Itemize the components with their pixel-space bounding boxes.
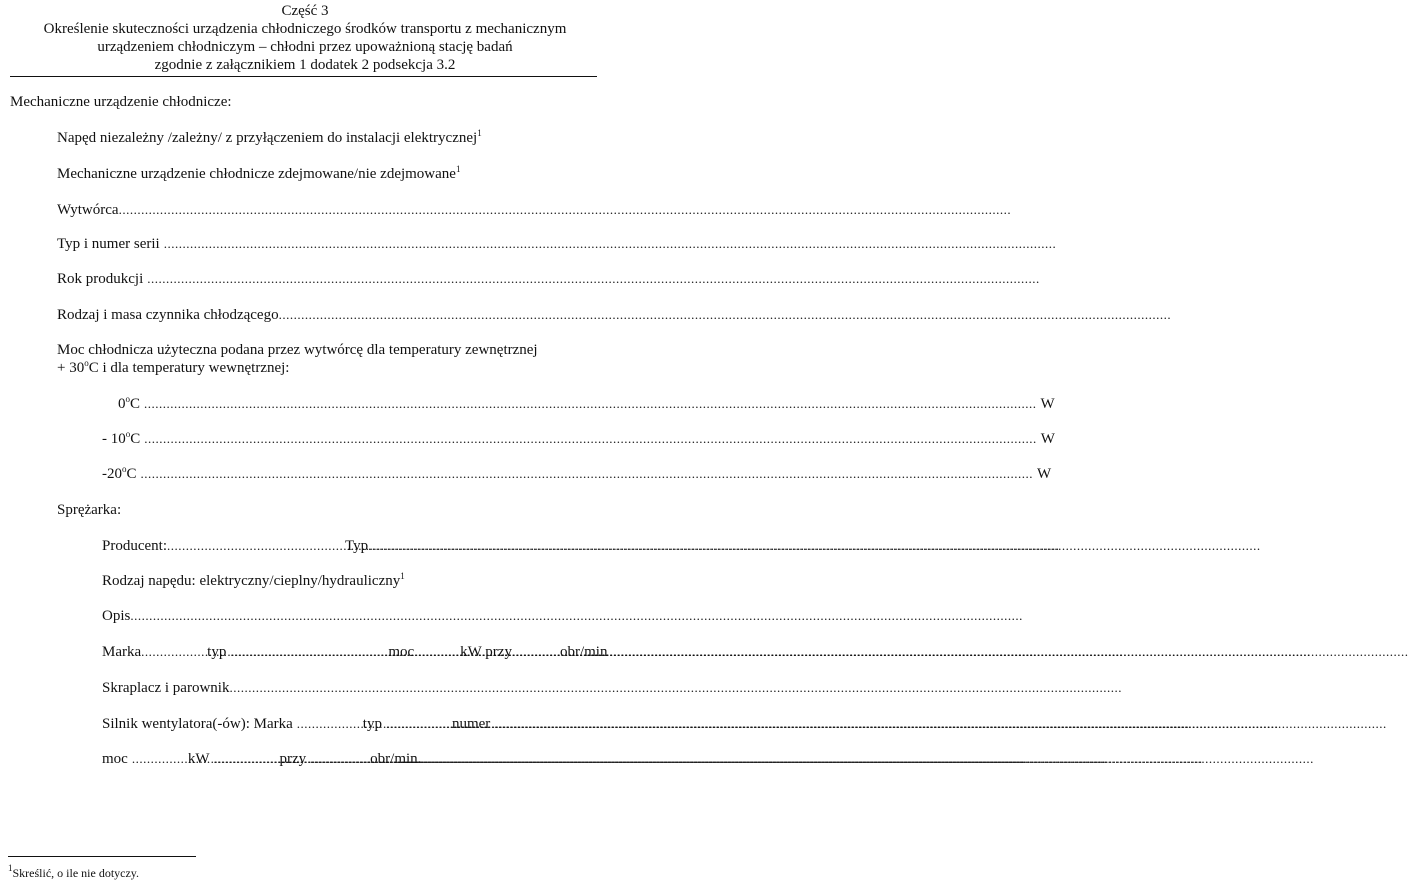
fan-kw-label: kW (187, 751, 210, 767)
title-line-2: urządzeniem chłodniczym – chłodni przez upoważnioną stację badań (97, 39, 513, 55)
fan-power-field[interactable] (102, 750, 588, 768)
footnote: $^1$Skreślić, o ile nie dotyczy. (8, 863, 140, 880)
header-rule (10, 76, 597, 77)
manufacturer-field[interactable] (57, 201, 574, 219)
fan-motor-field[interactable] (102, 715, 586, 733)
power-label: moc (388, 644, 415, 660)
refrigerant-field[interactable] (57, 306, 577, 324)
producer-type-field[interactable] (102, 537, 564, 555)
description-label: Opis (102, 608, 131, 624)
fan-rpm-label: obr/min. (370, 751, 422, 767)
producer-label: Producent: (102, 538, 167, 554)
capacity-row-0[interactable]: 0$^o$C ..... W (118, 395, 546, 413)
fan-typ-label: typ (362, 716, 382, 732)
type-serial-label: Typ i numer serii (57, 236, 160, 252)
fan-at-label: przy (279, 751, 307, 767)
fan-power-label: moc (102, 751, 128, 767)
drive-kind-line: Rodzaj napędu: elektryczny/cieplny/hydrauliczny$^1$ (102, 571, 405, 589)
production-year-field[interactable] (57, 270, 577, 288)
type-serial-field[interactable] (57, 235, 577, 253)
fan-number-label: numer (451, 716, 491, 732)
typ-label: typ (207, 644, 227, 660)
drive-line: Napęd niezależny /zależny/ z przyłączeniem do instalacji elektrycznej$^1$ (57, 128, 482, 146)
kw-at-label: kW przy (460, 644, 512, 660)
section-title: Mechaniczne urządzenie chłodnicze: (10, 94, 232, 110)
capacity-unit-minus20: W (1037, 466, 1052, 482)
footnote-rule (8, 856, 196, 857)
brand-power-field[interactable] (102, 643, 608, 661)
manufacturer-label: Wytwórca (57, 202, 119, 218)
brand-label: Marka (102, 644, 142, 660)
capacity-row-minus10[interactable]: - 10$^o$C ..... W (102, 430, 530, 448)
removable-line: Mechaniczne urządzenie chłodnicze zdejmowane/nie zdejmowane$^1$ (57, 164, 461, 182)
fan-motor-label: Silnik wentylatora(-ów): Marka (102, 716, 293, 732)
capacity-unit-minus10: W (1040, 431, 1055, 447)
refrigerant-label: Rodzaj i masa czynnika chłodzącego (57, 307, 279, 323)
description-field[interactable] (102, 607, 586, 625)
title-line-3: zgodnie z załącznikiem 1 dodatek 2 podsekcja 3.2 (154, 57, 456, 73)
compressor-title: Sprężarka: (57, 502, 122, 518)
capacity-unit-0: W (1040, 396, 1055, 412)
condenser-field[interactable] (102, 679, 586, 697)
part-label: Część 3 (281, 3, 329, 19)
rpm-label: obr/min (559, 644, 608, 660)
title-line-1: Określenie skuteczności urządzenia chłodniczego środków transportu z mechanicznym (43, 21, 567, 37)
production-year-label: Rok produkcji (57, 271, 144, 287)
capacity-line-2: + $30^oC$ i dla temperatury wewnętrznej: (57, 358, 290, 376)
capacity-line-1: Moc chłodnicza użyteczna podana przez wytwórcę dla temperatury zewnętrznej (57, 342, 538, 358)
condenser-label: Skraplacz i parownik (102, 680, 230, 696)
type-label: Typ (345, 538, 369, 554)
capacity-row-minus20[interactable]: -20$^o$C ..... W (102, 465, 534, 483)
